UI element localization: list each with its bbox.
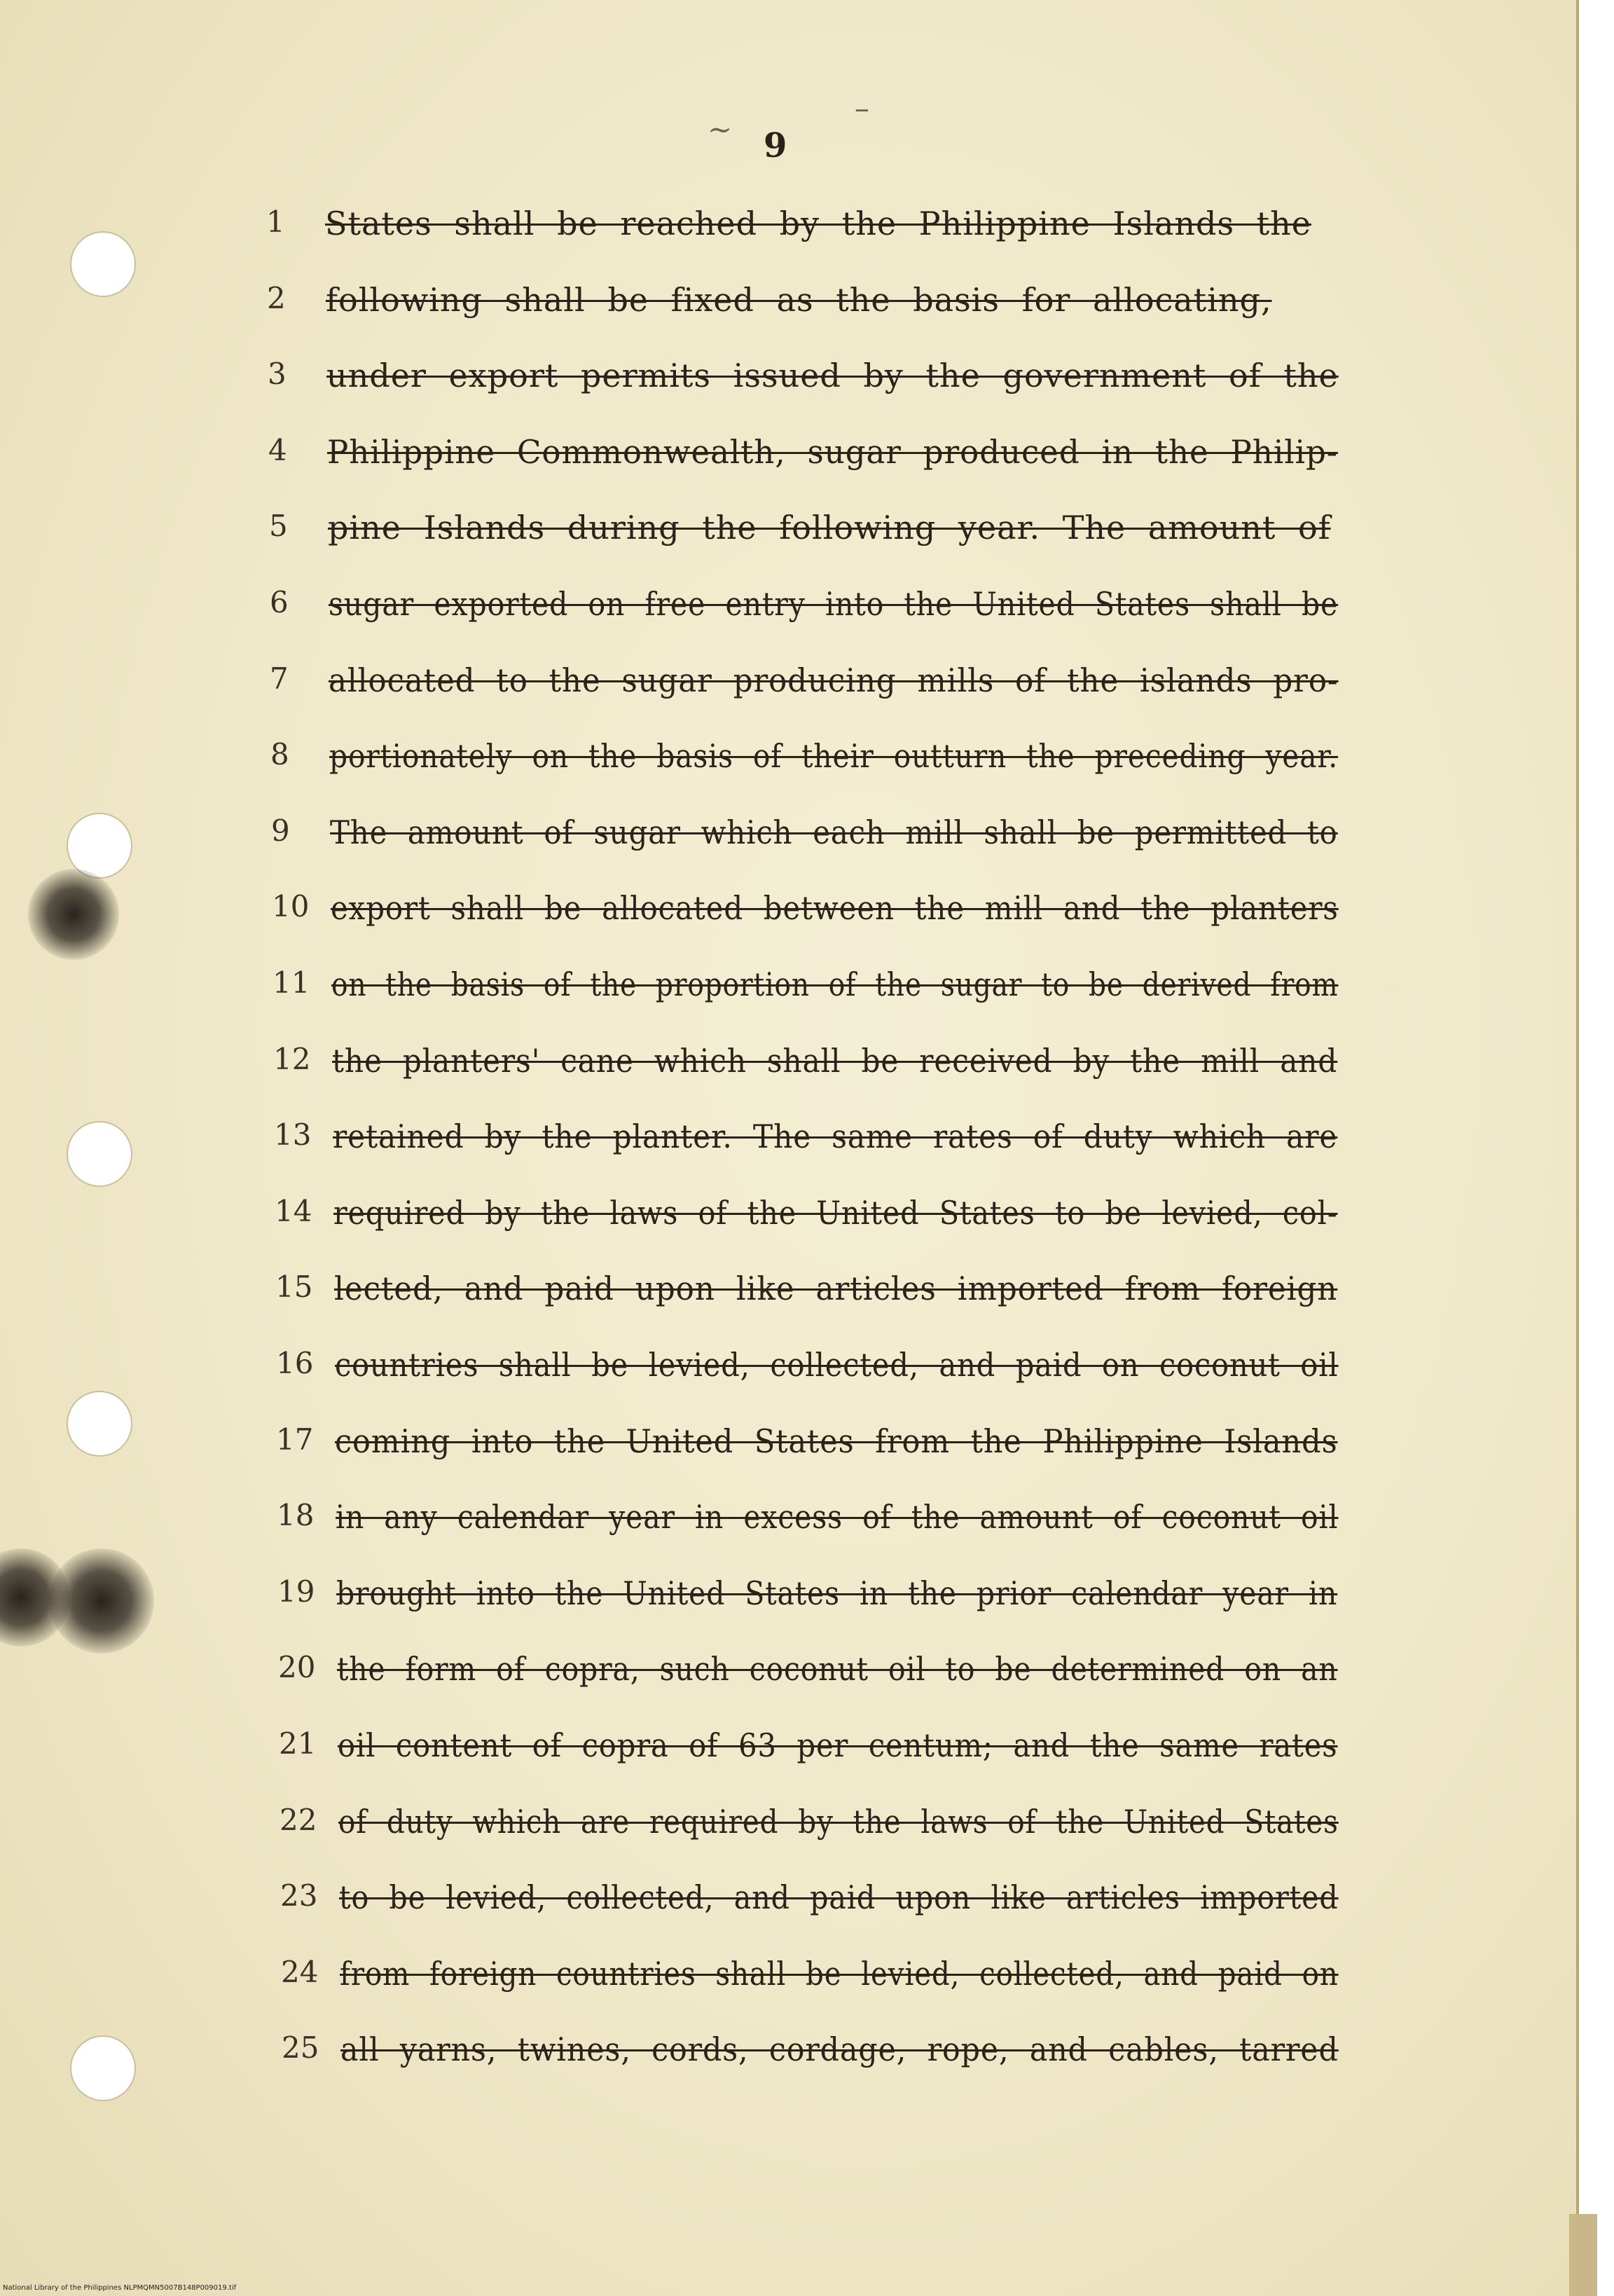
- decorative-mark: ∼: [708, 112, 733, 146]
- line-number: 4: [268, 432, 287, 467]
- archive-footer: National Library of the Philippines NLPMQMN5007B148P009019.tif: [3, 2284, 237, 2292]
- struck-text: export shall be allocated between the mill and the planters: [331, 889, 1339, 928]
- line-number: 15: [275, 1270, 313, 1305]
- struck-text: sugar exported on free entry into the United States shall be: [329, 585, 1339, 623]
- line-number: 12: [273, 1041, 311, 1076]
- line-number: 7: [270, 661, 289, 696]
- line-number: 13: [274, 1118, 312, 1153]
- struck-text: brought into the United States in the prior calendar year in: [336, 1574, 1338, 1612]
- line-number: 22: [280, 1802, 317, 1837]
- struck-text: following shall be fixed as the basis for allocating,: [326, 280, 1272, 319]
- struck-text: under export permits issued by the government of the: [326, 357, 1339, 395]
- line-number: 14: [275, 1193, 312, 1228]
- struck-text: from foreign countries shall be levied, collected, and paid on: [340, 1954, 1339, 1993]
- struck-text: coming into the United States from the Philippine Islands: [335, 1422, 1338, 1460]
- line-number: 5: [269, 509, 288, 544]
- line-number: 23: [280, 1878, 318, 1913]
- punch-hole: [67, 1121, 132, 1187]
- line-number: 9: [271, 813, 290, 848]
- struck-text: on the basis of the proportion of the sugar to be derived from: [331, 965, 1339, 1003]
- decorative-mark: –: [855, 91, 869, 125]
- struck-text: The amount of sugar which each mill shall be permitted to: [330, 813, 1338, 851]
- line-number: 6: [270, 585, 289, 619]
- struck-text: countries shall be levied, collected, and paid on coconut oil: [335, 1346, 1339, 1384]
- struck-text: all yarns, twines, cords, cordage, rope, and cables, tarred: [340, 2030, 1339, 2069]
- line-number: 21: [279, 1726, 317, 1761]
- line-number: 19: [277, 1574, 315, 1609]
- punch-hole: [67, 1391, 132, 1457]
- ink-stain: [28, 869, 119, 960]
- line-number: 20: [278, 1650, 316, 1685]
- struck-text: allocated to the sugar producing mills of the islands pro-: [329, 661, 1339, 699]
- struck-text: required by the laws of the United States to be levied, col-: [333, 1193, 1338, 1232]
- struck-text: oil content of copra of 63 per centum; and the same rates: [338, 1726, 1338, 1764]
- page-corner: [1569, 2214, 1597, 2296]
- line-number: 16: [276, 1346, 314, 1380]
- punch-hole: [70, 231, 136, 297]
- line-number: 11: [273, 965, 310, 1000]
- line-number: 17: [276, 1422, 314, 1457]
- page-number: 9: [764, 126, 787, 165]
- line-number: 25: [282, 2030, 319, 2065]
- struck-text: Philippine Commonwealth, sugar produced in the Philip-: [327, 432, 1338, 471]
- line-number: 2: [267, 280, 286, 315]
- struck-text: the planters' cane which shall be received by the mill and: [332, 1041, 1338, 1080]
- struck-text: portionately on the basis of their outturn the preceding year.: [329, 737, 1339, 776]
- punch-hole: [70, 2035, 136, 2101]
- page-edge: [1576, 0, 1614, 2296]
- struck-text: States shall be reached by the Philippine Islands the: [325, 205, 1312, 242]
- line-number: 1: [266, 205, 285, 239]
- struck-text: pine Islands during the following year. The amount of: [328, 509, 1331, 547]
- line-number: 24: [281, 1954, 319, 1989]
- struck-text: the form of copra, such coconut oil to be determined on an: [337, 1650, 1338, 1689]
- struck-text: retained by the planter. The same rates of duty which are: [333, 1118, 1338, 1156]
- line-number: 10: [272, 889, 310, 924]
- struck-text: of duty which are required by the laws of the United States: [338, 1802, 1339, 1841]
- line-number: 8: [270, 737, 289, 772]
- ink-stain: [49, 1548, 154, 1654]
- struck-text: to be levied, collected, and paid upon like articles imported: [339, 1878, 1339, 1917]
- struck-text: lected, and paid upon like articles imported from foreign: [334, 1270, 1338, 1308]
- line-number: 18: [277, 1498, 315, 1533]
- struck-text: in any calendar year in excess of the amount of coconut oil: [336, 1498, 1339, 1537]
- line-number: 3: [268, 357, 287, 392]
